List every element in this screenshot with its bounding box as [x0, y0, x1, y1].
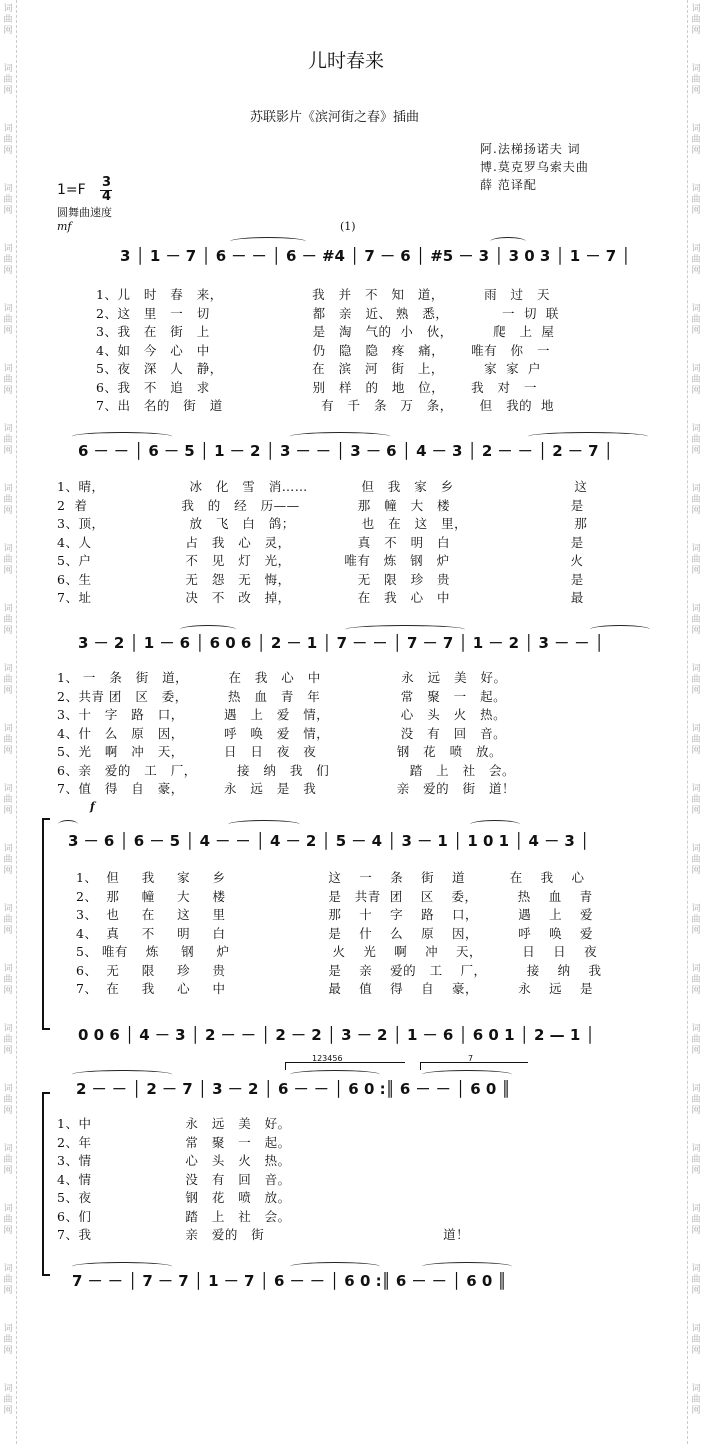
- lyric-line: 3、 也 在 这 里 那 十 字 路 口， 遇 上 爱: [76, 907, 594, 922]
- watermark-text: 词 曲 网: [3, 1384, 13, 1416]
- slur: [58, 820, 78, 829]
- notation-line-1: 3 │ 1 － 7 │ 6 － － │ 6 － #4 │ 7 － 6 │ #5 － 3 │ 3 0 3 │ 1 － 7 │: [120, 247, 631, 265]
- notation-line-5: 0 0 6 │ 4 － 3 │ 2 － － │ 2 － 2 │ 3 － 2 │ 1 － 6 │ 6 0 1 │ 2 — 1 │: [78, 1026, 595, 1044]
- volta-tick: [285, 1062, 286, 1070]
- watermark-text: 词 曲 网: [3, 124, 13, 156]
- slur: [228, 820, 300, 829]
- lyric-line: 5、光 啊 冲 天， 日 日 夜 夜 钢 花 喷 放。: [57, 744, 503, 759]
- lyric-line: 5、 唯有 炼 钢 炉 火 光 啊 冲 天， 日 日 夜: [76, 944, 598, 959]
- time-signature-top: 3: [102, 175, 112, 190]
- watermark-text: 词 曲 网: [691, 1324, 701, 1356]
- lyric-line: 3、十 字 路 口， 遇 上 爱 情， 心 头 火 热。: [57, 707, 507, 722]
- lyric-line: 4、 真 不 明 白 是 什 么 原 因， 呼 唤 爱: [76, 925, 594, 941]
- key-signature: 1=F: [57, 182, 86, 198]
- watermark-text: 词 曲 网: [3, 724, 13, 756]
- lyricist-credit: 阿.法梯扬诺夫 词: [480, 142, 581, 156]
- lyric-line: 7、址 决 不 改 掉， 在 我 心 中 最: [57, 590, 584, 605]
- translator-credit: 薛 范译配: [480, 178, 537, 192]
- lyric-line: 2 着 我 的 经 历—— 那 幢 大 楼 是: [57, 497, 584, 513]
- volta-label-1: 123456: [312, 1054, 343, 1063]
- watermark-text: 词 曲 网: [691, 664, 701, 696]
- lyric-line: 4、情 没 有 回 音。: [57, 1171, 291, 1187]
- watermark-text: 词 曲 网: [3, 4, 13, 36]
- lyric-line: 2、 那 幢 大 楼 是 共青 团 区 委， 热 血 青: [76, 888, 593, 904]
- volta-tick: [420, 1062, 421, 1070]
- lyric-line: 2、共青 团 区 委， 热 血 青 年 常 聚 一 起。: [57, 688, 507, 704]
- watermark-text: 词 曲 网: [691, 244, 701, 276]
- watermark-text: 词 曲 网: [691, 724, 701, 756]
- lyric-line: 6、 无 限 珍 贵 是 亲 爱的 工 厂， 接 纳 我: [76, 962, 602, 978]
- lyric-line: 6、我 不 追 求 别 样 的 地 位， 我 对 一: [96, 379, 537, 395]
- watermark-text: 词 曲 网: [3, 424, 13, 456]
- volta-label-2: 7: [468, 1054, 474, 1063]
- notation-line-4: 3 － 6 │ 6 － 5 │ 4 － － │ 4 － 2 │ 5 － 4 │ 3 － 1 │ 1 0 1 │ 4 － 3 │: [68, 832, 590, 850]
- watermark-text: 词 曲 网: [691, 364, 701, 396]
- lyric-line: 3、情 心 头 火 热。: [57, 1153, 291, 1168]
- watermark-text: 词 曲 网: [3, 544, 13, 576]
- lyric-line: 3、顶， 放 飞 白 鸽； 也 在 这 里， 那: [57, 516, 588, 531]
- watermark-text: 词 曲 网: [3, 664, 13, 696]
- watermark-text: 词 曲 网: [691, 544, 701, 576]
- lyrics-block-5: [57, 1114, 469, 1244]
- repeat-bracket: [42, 818, 50, 1030]
- watermark-text: 词 曲 网: [691, 4, 701, 36]
- watermark-text: 词 曲 网: [3, 844, 13, 876]
- watermark-text: 词 曲 网: [691, 304, 701, 336]
- lyric-line: 1、中 永 远 美 好。: [57, 1116, 291, 1131]
- lyric-line: 1、 一 条 街 道， 在 我 心 中 永 远 美 好。: [57, 670, 507, 685]
- watermark-text: 词 曲 网: [691, 184, 701, 216]
- lyric-line: 6、亲 爱的 工 厂， 接 纳 我 们 踏 上 社 会。: [57, 762, 516, 778]
- watermark-text: 词 曲 网: [3, 964, 13, 996]
- lyric-line: 5、户 不 见 灯 光， 唯有 炼 钢 炉 火: [57, 553, 584, 568]
- lyric-line: 6、生 无 怨 无 悔， 无 限 珍 贵 是: [57, 571, 584, 587]
- composer-credit: 博.莫克罗乌索夫曲: [480, 160, 589, 174]
- watermark-text: 词 曲 网: [3, 784, 13, 816]
- watermark-text: 词 曲 网: [3, 364, 13, 396]
- watermark-text: 词 曲 网: [3, 1144, 13, 1176]
- watermark-text: 词 曲 网: [3, 1204, 13, 1236]
- notation-line-3: 3 － 2 │ 1 － 6 │ 6 0 6 │ 2 － 1 │ 7 － － │ 7 － 7 │ 1 － 2 │ 3 － － │: [78, 634, 604, 652]
- lyrics-block-2: [57, 477, 587, 607]
- watermark-text: 词 曲 网: [691, 964, 701, 996]
- watermark-text: 词 曲 网: [3, 1024, 13, 1056]
- repeat-bracket-2: [42, 1092, 50, 1276]
- watermark-text: 词 曲 网: [691, 1084, 701, 1116]
- watermark-text: 词 曲 网: [3, 1084, 13, 1116]
- watermark-text: 词 曲 网: [691, 424, 701, 456]
- lyric-line: 7、我 亲 爱的 街 道！: [57, 1227, 470, 1242]
- watermark-text: 词 曲 网: [691, 484, 701, 516]
- lyric-line: 2、年 常 聚 一 起。: [57, 1134, 291, 1150]
- watermark-text: 词 曲 网: [691, 124, 701, 156]
- watermark-text: 词 曲 网: [691, 1264, 701, 1296]
- lyric-line: 6、们 踏 上 社 会。: [57, 1208, 291, 1224]
- lyric-line: 1、儿 时 春 来， 我 并 不 知 道， 雨 过 天: [96, 287, 550, 302]
- watermark-text: 词 曲 网: [3, 64, 13, 96]
- lyric-line: 1、 但 我 家 乡 这 一 条 街 道 在 我 心: [76, 870, 585, 885]
- lyric-line: 7、出 名的 街 道 有 千 条 万 条， 但 我的 地: [96, 398, 555, 413]
- lyric-line: 4、如 今 心 中 仍 隐 隐 疼 痛， 唯有 你 一: [96, 342, 550, 358]
- notation-line-2: 6 － － │ 6 － 5 │ 1 － 2 │ 3 － － │ 3 － 6 │ 4 － 3 │ 2 － － │ 2 － 7 │: [78, 442, 613, 460]
- lyric-line: 7、 在 我 心 中 最 值 得 自 豪， 永 远 是: [76, 981, 594, 996]
- lyrics-block-4: [76, 868, 602, 998]
- song-title: 儿时春来: [308, 50, 385, 72]
- lyric-line: 5、夜 深 人 静， 在 滨 河 街 上， 家 家 户: [96, 361, 542, 376]
- lyric-line: 2、这 里 一 切 都 亲 近、 熟 悉， 一 切 联: [96, 305, 559, 321]
- tempo-marking: 圆舞曲速度: [57, 206, 112, 219]
- watermark-text: 词 曲 网: [691, 1384, 701, 1416]
- watermark-text: 词 曲 网: [691, 64, 701, 96]
- song-subtitle: 苏联影片《滨河街之春》插曲: [250, 110, 420, 125]
- volta-bracket-1: [285, 1062, 405, 1063]
- watermark-text: 词 曲 网: [691, 1144, 701, 1176]
- notation-line-6: 2 － － │ 2 － 7 │ 3 － 2 │ 6 － － │ 6 0 :║ 6 － － │ 6 0 ║: [76, 1080, 511, 1098]
- lyrics-block-1: [96, 285, 559, 415]
- slur: [470, 820, 520, 829]
- watermark-text: 词 曲 网: [3, 604, 13, 636]
- watermark-text: 词 曲 网: [3, 184, 13, 216]
- lyric-line: 1、晴， 冰 化 雪 消…… 但 我 家 乡 这: [57, 479, 588, 494]
- volta-bracket-2: [420, 1062, 528, 1063]
- watermark-text: 词 曲 网: [691, 1204, 701, 1236]
- watermark-text: 词 曲 网: [3, 244, 13, 276]
- watermark-text: 词 曲 网: [3, 304, 13, 336]
- watermark-text: 词 曲 网: [3, 1324, 13, 1356]
- watermark-text: 词 曲 网: [691, 784, 701, 816]
- watermark-text: 词 曲 网: [3, 484, 13, 516]
- lyric-line: 4、人 占 我 心 灵， 真 不 明 白 是: [57, 534, 584, 550]
- lyrics-block-3: [57, 668, 515, 798]
- lyric-line: 3、我 在 街 上 是 淘 气的 小 伙， 爬 上 屋: [96, 324, 555, 339]
- watermark-text: 词 曲 网: [3, 904, 13, 936]
- watermark-text: 词 曲 网: [691, 604, 701, 636]
- lyric-line: 5、夜 钢 花 喷 放。: [57, 1190, 291, 1205]
- lyric-line: 7、值 得 自 豪， 永 远 是 我 亲 爱的 街 道！: [57, 781, 516, 796]
- dynamic-f: f: [90, 800, 95, 813]
- section-mark: (1): [340, 220, 356, 233]
- time-signature-bottom: 4: [102, 189, 112, 204]
- watermark-text: 词 曲 网: [691, 1024, 701, 1056]
- lyric-line: 4、什 么 原 因， 呼 唤 爱 情， 没 有 回 音。: [57, 725, 507, 741]
- notation-line-7: 7 － － │ 7 － 7 │ 1 － 7 │ 6 － － │ 6 0 :║ 6 － － │ 6 0 ║: [72, 1272, 507, 1290]
- dynamic-mf: mf: [57, 220, 72, 233]
- watermark-text: 词 曲 网: [691, 844, 701, 876]
- watermark-text: 词 曲 网: [3, 1264, 13, 1296]
- watermark-text: 词 曲 网: [691, 904, 701, 936]
